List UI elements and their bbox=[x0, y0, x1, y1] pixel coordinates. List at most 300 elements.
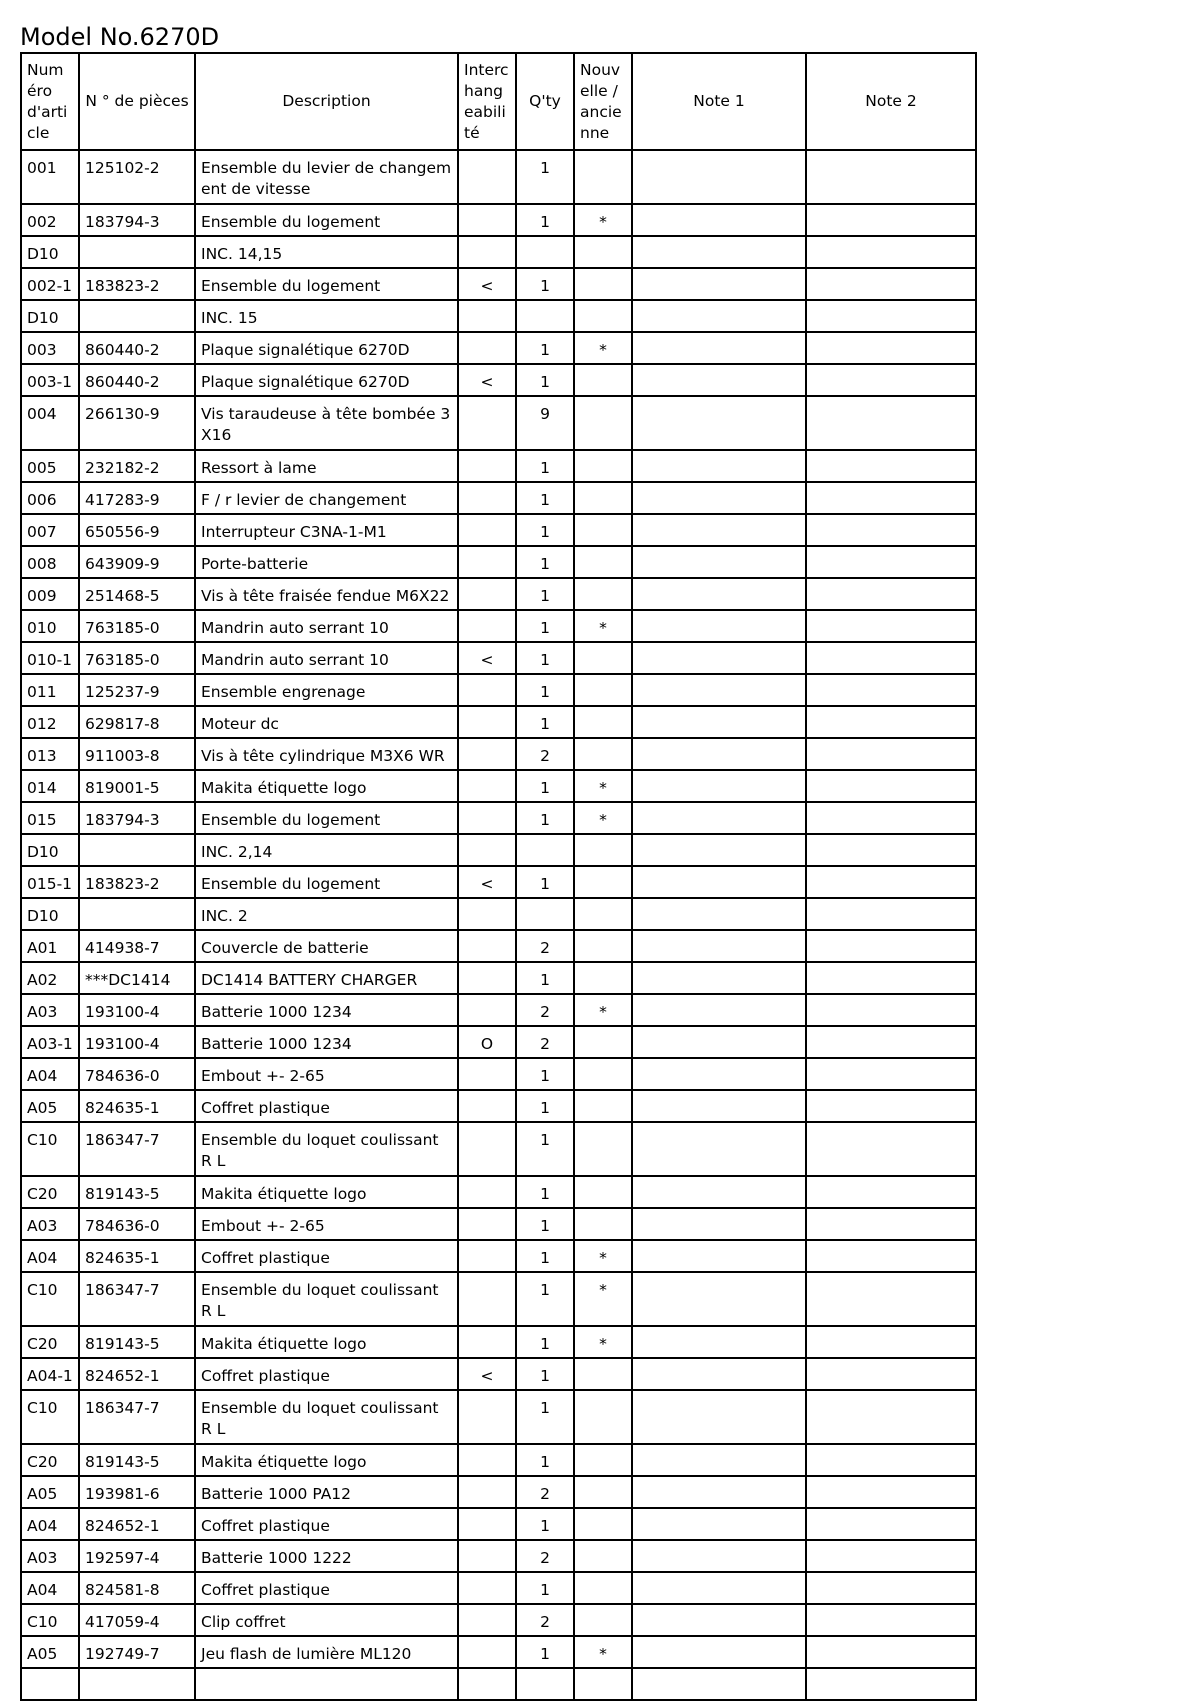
cell-new-old bbox=[574, 364, 632, 396]
table-row bbox=[21, 674, 976, 706]
cell-interchangeability: < bbox=[458, 1358, 516, 1390]
parts-table-body bbox=[21, 150, 976, 1700]
cell-part-number: 911003-8 bbox=[79, 738, 195, 770]
cell-interchangeability bbox=[458, 770, 516, 802]
cell-description: F / r levier de changement bbox=[195, 482, 458, 514]
table-row bbox=[21, 1326, 976, 1358]
cell-quantity: 1 bbox=[516, 1572, 574, 1604]
cell-interchangeability bbox=[458, 1240, 516, 1272]
cell-note-1 bbox=[632, 1508, 806, 1540]
cell-quantity: 1 bbox=[516, 150, 574, 204]
cell-note-2 bbox=[806, 1390, 976, 1444]
cell-interchangeability bbox=[458, 1208, 516, 1240]
cell-interchangeability bbox=[458, 1540, 516, 1572]
cell-note-2 bbox=[806, 268, 976, 300]
cell-item-number: D10 bbox=[21, 898, 79, 930]
cell-note-1 bbox=[632, 514, 806, 546]
cell-new-old: * bbox=[574, 1240, 632, 1272]
cell-interchangeability bbox=[458, 674, 516, 706]
cell-item-number: 010 bbox=[21, 610, 79, 642]
cell-interchangeability bbox=[458, 1390, 516, 1444]
cell-quantity: 1 bbox=[516, 1122, 574, 1176]
cell-item-number: A02 bbox=[21, 962, 79, 994]
cell-note-1 bbox=[632, 1604, 806, 1636]
cell-item-number: 002-1 bbox=[21, 268, 79, 300]
cell-description: Coffret plastique bbox=[195, 1090, 458, 1122]
cell-interchangeability bbox=[458, 1636, 516, 1668]
cell-note-2 bbox=[806, 610, 976, 642]
table-row bbox=[21, 482, 976, 514]
cell-interchangeability bbox=[458, 204, 516, 236]
cell-item-number: A04 bbox=[21, 1572, 79, 1604]
cell-note-2 bbox=[806, 898, 976, 930]
cell-note-2 bbox=[806, 994, 976, 1026]
cell-note-2 bbox=[806, 642, 976, 674]
cell-note-2 bbox=[806, 1176, 976, 1208]
cell-item-number: 003-1 bbox=[21, 364, 79, 396]
table-row bbox=[21, 1668, 976, 1700]
cell-interchangeability: < bbox=[458, 642, 516, 674]
cell-description: Ensemble du logement bbox=[195, 204, 458, 236]
table-row bbox=[21, 204, 976, 236]
cell-note-2 bbox=[806, 482, 976, 514]
cell-part-number: 186347-7 bbox=[79, 1122, 195, 1176]
cell-item-number: A05 bbox=[21, 1636, 79, 1668]
cell-note-1 bbox=[632, 1272, 806, 1326]
cell-new-old bbox=[574, 396, 632, 450]
cell-description: Ensemble du loquet coulissant R L bbox=[195, 1122, 458, 1176]
cell-new-old bbox=[574, 1668, 632, 1700]
cell-interchangeability bbox=[458, 1604, 516, 1636]
cell-interchangeability bbox=[458, 1508, 516, 1540]
cell-quantity: 1 bbox=[516, 204, 574, 236]
cell-description: Batterie 1000 1234 bbox=[195, 1026, 458, 1058]
cell-description: Makita étiquette logo bbox=[195, 1176, 458, 1208]
cell-item-number: 013 bbox=[21, 738, 79, 770]
cell-quantity: 2 bbox=[516, 930, 574, 962]
cell-item-number: 007 bbox=[21, 514, 79, 546]
cell-description: Makita étiquette logo bbox=[195, 1326, 458, 1358]
cell-quantity: 9 bbox=[516, 396, 574, 450]
cell-new-old bbox=[574, 150, 632, 204]
cell-note-2 bbox=[806, 236, 976, 268]
cell-interchangeability bbox=[458, 930, 516, 962]
cell-quantity: 1 bbox=[516, 1444, 574, 1476]
table-row bbox=[21, 1058, 976, 1090]
cell-note-1 bbox=[632, 738, 806, 770]
cell-note-1 bbox=[632, 866, 806, 898]
cell-interchangeability bbox=[458, 396, 516, 450]
cell-quantity bbox=[516, 300, 574, 332]
cell-part-number: 192749-7 bbox=[79, 1636, 195, 1668]
table-row bbox=[21, 1604, 976, 1636]
cell-new-old: * bbox=[574, 204, 632, 236]
cell-note-2 bbox=[806, 578, 976, 610]
cell-part-number: 193100-4 bbox=[79, 994, 195, 1026]
cell-part-number: 414938-7 bbox=[79, 930, 195, 962]
cell-note-2 bbox=[806, 770, 976, 802]
cell-quantity: 1 bbox=[516, 578, 574, 610]
cell-item-number bbox=[21, 1668, 79, 1700]
cell-note-1 bbox=[632, 1026, 806, 1058]
cell-interchangeability bbox=[458, 1444, 516, 1476]
cell-part-number: 763185-0 bbox=[79, 610, 195, 642]
cell-part-number: 784636-0 bbox=[79, 1058, 195, 1090]
cell-quantity: 1 bbox=[516, 1636, 574, 1668]
cell-new-old bbox=[574, 1058, 632, 1090]
cell-item-number: 002 bbox=[21, 204, 79, 236]
cell-item-number: C10 bbox=[21, 1122, 79, 1176]
header-description: Description bbox=[195, 53, 458, 150]
table-row bbox=[21, 300, 976, 332]
cell-description: Coffret plastique bbox=[195, 1240, 458, 1272]
cell-interchangeability bbox=[458, 1122, 516, 1176]
cell-new-old: * bbox=[574, 610, 632, 642]
table-row bbox=[21, 450, 976, 482]
cell-description: Coffret plastique bbox=[195, 1358, 458, 1390]
cell-interchangeability bbox=[458, 546, 516, 578]
cell-description: Couvercle de batterie bbox=[195, 930, 458, 962]
cell-quantity: 1 bbox=[516, 1326, 574, 1358]
header-quantity: Q'ty bbox=[516, 53, 574, 150]
cell-part-number: 186347-7 bbox=[79, 1272, 195, 1326]
cell-note-1 bbox=[632, 578, 806, 610]
cell-quantity: 1 bbox=[516, 706, 574, 738]
cell-interchangeability bbox=[458, 962, 516, 994]
cell-interchangeability bbox=[458, 1090, 516, 1122]
cell-note-2 bbox=[806, 450, 976, 482]
cell-part-number: 860440-2 bbox=[79, 364, 195, 396]
cell-note-1 bbox=[632, 962, 806, 994]
table-row bbox=[21, 1540, 976, 1572]
cell-quantity: 1 bbox=[516, 642, 574, 674]
cell-interchangeability bbox=[458, 236, 516, 268]
cell-item-number: C10 bbox=[21, 1604, 79, 1636]
cell-quantity: 1 bbox=[516, 770, 574, 802]
cell-item-number: A03-1 bbox=[21, 1026, 79, 1058]
cell-interchangeability bbox=[458, 482, 516, 514]
cell-item-number: A01 bbox=[21, 930, 79, 962]
cell-new-old bbox=[574, 1572, 632, 1604]
cell-item-number: D10 bbox=[21, 236, 79, 268]
cell-note-2 bbox=[806, 1090, 976, 1122]
parts-table bbox=[20, 52, 977, 1701]
cell-item-number: A04 bbox=[21, 1058, 79, 1090]
cell-note-2 bbox=[806, 866, 976, 898]
cell-description: Makita étiquette logo bbox=[195, 1444, 458, 1476]
cell-new-old bbox=[574, 898, 632, 930]
cell-note-1 bbox=[632, 482, 806, 514]
cell-new-old bbox=[574, 674, 632, 706]
cell-item-number: 006 bbox=[21, 482, 79, 514]
cell-note-2 bbox=[806, 1358, 976, 1390]
cell-new-old bbox=[574, 1508, 632, 1540]
cell-note-2 bbox=[806, 834, 976, 866]
cell-note-1 bbox=[632, 546, 806, 578]
cell-description: Ensemble du logement bbox=[195, 802, 458, 834]
cell-part-number: 183823-2 bbox=[79, 866, 195, 898]
cell-note-2 bbox=[806, 150, 976, 204]
cell-part-number: 183794-3 bbox=[79, 802, 195, 834]
cell-description: Ensemble du logement bbox=[195, 866, 458, 898]
cell-note-1 bbox=[632, 1636, 806, 1668]
cell-part-number: 193100-4 bbox=[79, 1026, 195, 1058]
cell-note-1 bbox=[632, 1208, 806, 1240]
table-row bbox=[21, 802, 976, 834]
table-row bbox=[21, 1476, 976, 1508]
table-row bbox=[21, 1390, 976, 1444]
cell-note-2 bbox=[806, 1636, 976, 1668]
cell-part-number: 643909-9 bbox=[79, 546, 195, 578]
cell-description: Ressort à lame bbox=[195, 450, 458, 482]
table-row bbox=[21, 332, 976, 364]
cell-description: Ensemble du levier de changement de vitesse bbox=[195, 150, 458, 204]
cell-note-1 bbox=[632, 1176, 806, 1208]
cell-note-1 bbox=[632, 1476, 806, 1508]
cell-note-1 bbox=[632, 1122, 806, 1176]
cell-item-number: A03 bbox=[21, 1208, 79, 1240]
cell-part-number: 186347-7 bbox=[79, 1390, 195, 1444]
cell-description: Moteur dc bbox=[195, 706, 458, 738]
cell-quantity: 1 bbox=[516, 450, 574, 482]
cell-description: DC1414 BATTERY CHARGER bbox=[195, 962, 458, 994]
cell-new-old: * bbox=[574, 332, 632, 364]
cell-interchangeability bbox=[458, 834, 516, 866]
cell-item-number: D10 bbox=[21, 300, 79, 332]
cell-new-old bbox=[574, 450, 632, 482]
cell-note-1 bbox=[632, 994, 806, 1026]
cell-new-old bbox=[574, 738, 632, 770]
table-row bbox=[21, 738, 976, 770]
cell-description: Plaque signalétique 6270D bbox=[195, 364, 458, 396]
cell-note-1 bbox=[632, 898, 806, 930]
cell-description: Interrupteur C3NA-1-M1 bbox=[195, 514, 458, 546]
cell-note-2 bbox=[806, 1572, 976, 1604]
cell-interchangeability bbox=[458, 1668, 516, 1700]
cell-note-1 bbox=[632, 364, 806, 396]
table-row bbox=[21, 930, 976, 962]
header-new-old: Nouvelle / ancienne bbox=[574, 53, 632, 150]
cell-item-number: C20 bbox=[21, 1176, 79, 1208]
table-row bbox=[21, 610, 976, 642]
cell-new-old: * bbox=[574, 994, 632, 1026]
cell-note-1 bbox=[632, 674, 806, 706]
cell-description: Ensemble du logement bbox=[195, 268, 458, 300]
cell-quantity: 1 bbox=[516, 962, 574, 994]
cell-note-2 bbox=[806, 1476, 976, 1508]
cell-part-number bbox=[79, 898, 195, 930]
cell-part-number bbox=[79, 300, 195, 332]
cell-item-number: 008 bbox=[21, 546, 79, 578]
cell-note-2 bbox=[806, 1326, 976, 1358]
cell-interchangeability bbox=[458, 1272, 516, 1326]
cell-item-number: 014 bbox=[21, 770, 79, 802]
cell-description: Mandrin auto serrant 10 bbox=[195, 642, 458, 674]
cell-note-1 bbox=[632, 1668, 806, 1700]
cell-item-number: 005 bbox=[21, 450, 79, 482]
cell-description: Vis à tête cylindrique M3X6 WR bbox=[195, 738, 458, 770]
cell-part-number bbox=[79, 1668, 195, 1700]
cell-interchangeability bbox=[458, 1476, 516, 1508]
page-title: Model No.6270D bbox=[20, 23, 220, 51]
cell-note-2 bbox=[806, 930, 976, 962]
table-row bbox=[21, 514, 976, 546]
cell-note-1 bbox=[632, 300, 806, 332]
table-row bbox=[21, 770, 976, 802]
cell-note-1 bbox=[632, 1090, 806, 1122]
cell-description: Mandrin auto serrant 10 bbox=[195, 610, 458, 642]
cell-note-2 bbox=[806, 962, 976, 994]
cell-note-1 bbox=[632, 706, 806, 738]
cell-part-number: 183823-2 bbox=[79, 268, 195, 300]
cell-item-number: A03 bbox=[21, 994, 79, 1026]
cell-quantity: 1 bbox=[516, 514, 574, 546]
cell-note-1 bbox=[632, 610, 806, 642]
header-item-number: Numéro d'article bbox=[21, 53, 79, 150]
table-row bbox=[21, 1358, 976, 1390]
table-row bbox=[21, 364, 976, 396]
table-row bbox=[21, 866, 976, 898]
cell-item-number: D10 bbox=[21, 834, 79, 866]
cell-quantity: 1 bbox=[516, 1390, 574, 1444]
cell-description: Plaque signalétique 6270D bbox=[195, 332, 458, 364]
cell-part-number: 266130-9 bbox=[79, 396, 195, 450]
cell-description: Embout +- 2-65 bbox=[195, 1208, 458, 1240]
cell-item-number: 012 bbox=[21, 706, 79, 738]
table-row bbox=[21, 268, 976, 300]
cell-description: Vis taraudeuse à tête bombée 3X16 bbox=[195, 396, 458, 450]
table-row bbox=[21, 706, 976, 738]
cell-interchangeability bbox=[458, 1176, 516, 1208]
cell-new-old bbox=[574, 300, 632, 332]
cell-note-2 bbox=[806, 1540, 976, 1572]
cell-part-number: 251468-5 bbox=[79, 578, 195, 610]
cell-part-number: 824652-1 bbox=[79, 1508, 195, 1540]
cell-description: INC. 2 bbox=[195, 898, 458, 930]
cell-note-1 bbox=[632, 396, 806, 450]
cell-new-old: * bbox=[574, 1272, 632, 1326]
cell-part-number: 824652-1 bbox=[79, 1358, 195, 1390]
cell-description: INC. 14,15 bbox=[195, 236, 458, 268]
cell-item-number: 010-1 bbox=[21, 642, 79, 674]
cell-new-old bbox=[574, 268, 632, 300]
cell-interchangeability bbox=[458, 802, 516, 834]
cell-description: Batterie 1000 1222 bbox=[195, 1540, 458, 1572]
cell-quantity: 1 bbox=[516, 1058, 574, 1090]
cell-item-number: C10 bbox=[21, 1390, 79, 1444]
cell-new-old: * bbox=[574, 802, 632, 834]
cell-item-number: 004 bbox=[21, 396, 79, 450]
cell-item-number: 015 bbox=[21, 802, 79, 834]
cell-part-number: 819143-5 bbox=[79, 1326, 195, 1358]
cell-new-old: * bbox=[574, 770, 632, 802]
cell-note-1 bbox=[632, 236, 806, 268]
cell-part-number: 819143-5 bbox=[79, 1444, 195, 1476]
cell-new-old bbox=[574, 514, 632, 546]
table-row bbox=[21, 834, 976, 866]
cell-part-number: 183794-3 bbox=[79, 204, 195, 236]
cell-new-old bbox=[574, 1090, 632, 1122]
cell-quantity: 1 bbox=[516, 482, 574, 514]
cell-interchangeability bbox=[458, 1058, 516, 1090]
cell-part-number: 629817-8 bbox=[79, 706, 195, 738]
cell-note-1 bbox=[632, 930, 806, 962]
cell-new-old bbox=[574, 930, 632, 962]
cell-interchangeability bbox=[458, 738, 516, 770]
cell-part-number: 193981-6 bbox=[79, 1476, 195, 1508]
table-row bbox=[21, 546, 976, 578]
cell-quantity: 2 bbox=[516, 1476, 574, 1508]
cell-part-number: 824635-1 bbox=[79, 1240, 195, 1272]
cell-part-number: 417283-9 bbox=[79, 482, 195, 514]
cell-note-1 bbox=[632, 204, 806, 236]
cell-note-2 bbox=[806, 1122, 976, 1176]
cell-part-number: ***DC1414 bbox=[79, 962, 195, 994]
cell-description: Ensemble engrenage bbox=[195, 674, 458, 706]
table-row bbox=[21, 1090, 976, 1122]
cell-interchangeability bbox=[458, 300, 516, 332]
cell-quantity bbox=[516, 898, 574, 930]
cell-new-old bbox=[574, 642, 632, 674]
cell-quantity: 1 bbox=[516, 268, 574, 300]
cell-quantity: 1 bbox=[516, 1176, 574, 1208]
cell-interchangeability bbox=[458, 994, 516, 1026]
cell-item-number: 011 bbox=[21, 674, 79, 706]
table-row bbox=[21, 1122, 976, 1176]
header-note-1: Note 1 bbox=[632, 53, 806, 150]
cell-note-1 bbox=[632, 1390, 806, 1444]
cell-item-number: 001 bbox=[21, 150, 79, 204]
cell-note-1 bbox=[632, 1326, 806, 1358]
cell-note-2 bbox=[806, 706, 976, 738]
table-row bbox=[21, 396, 976, 450]
table-row bbox=[21, 962, 976, 994]
cell-quantity: 1 bbox=[516, 1272, 574, 1326]
cell-new-old bbox=[574, 1208, 632, 1240]
cell-note-2 bbox=[806, 1208, 976, 1240]
cell-new-old: * bbox=[574, 1636, 632, 1668]
cell-note-2 bbox=[806, 396, 976, 450]
table-row bbox=[21, 1208, 976, 1240]
cell-interchangeability: O bbox=[458, 1026, 516, 1058]
cell-item-number: A05 bbox=[21, 1090, 79, 1122]
cell-quantity: 2 bbox=[516, 994, 574, 1026]
cell-interchangeability bbox=[458, 706, 516, 738]
cell-description: Coffret plastique bbox=[195, 1508, 458, 1540]
cell-description: Jeu flash de lumière ML120 bbox=[195, 1636, 458, 1668]
cell-item-number: C20 bbox=[21, 1326, 79, 1358]
cell-item-number: A04 bbox=[21, 1508, 79, 1540]
cell-description bbox=[195, 1668, 458, 1700]
cell-note-1 bbox=[632, 1058, 806, 1090]
cell-quantity: 2 bbox=[516, 738, 574, 770]
cell-description: Makita étiquette logo bbox=[195, 770, 458, 802]
cell-note-2 bbox=[806, 738, 976, 770]
cell-quantity: 1 bbox=[516, 610, 574, 642]
cell-item-number: 009 bbox=[21, 578, 79, 610]
cell-note-1 bbox=[632, 268, 806, 300]
cell-interchangeability bbox=[458, 514, 516, 546]
cell-new-old bbox=[574, 578, 632, 610]
cell-part-number: 125102-2 bbox=[79, 150, 195, 204]
table-row bbox=[21, 898, 976, 930]
cell-interchangeability bbox=[458, 610, 516, 642]
cell-note-2 bbox=[806, 300, 976, 332]
cell-part-number: 784636-0 bbox=[79, 1208, 195, 1240]
cell-note-2 bbox=[806, 546, 976, 578]
cell-new-old bbox=[574, 1176, 632, 1208]
cell-description: Batterie 1000 1234 bbox=[195, 994, 458, 1026]
